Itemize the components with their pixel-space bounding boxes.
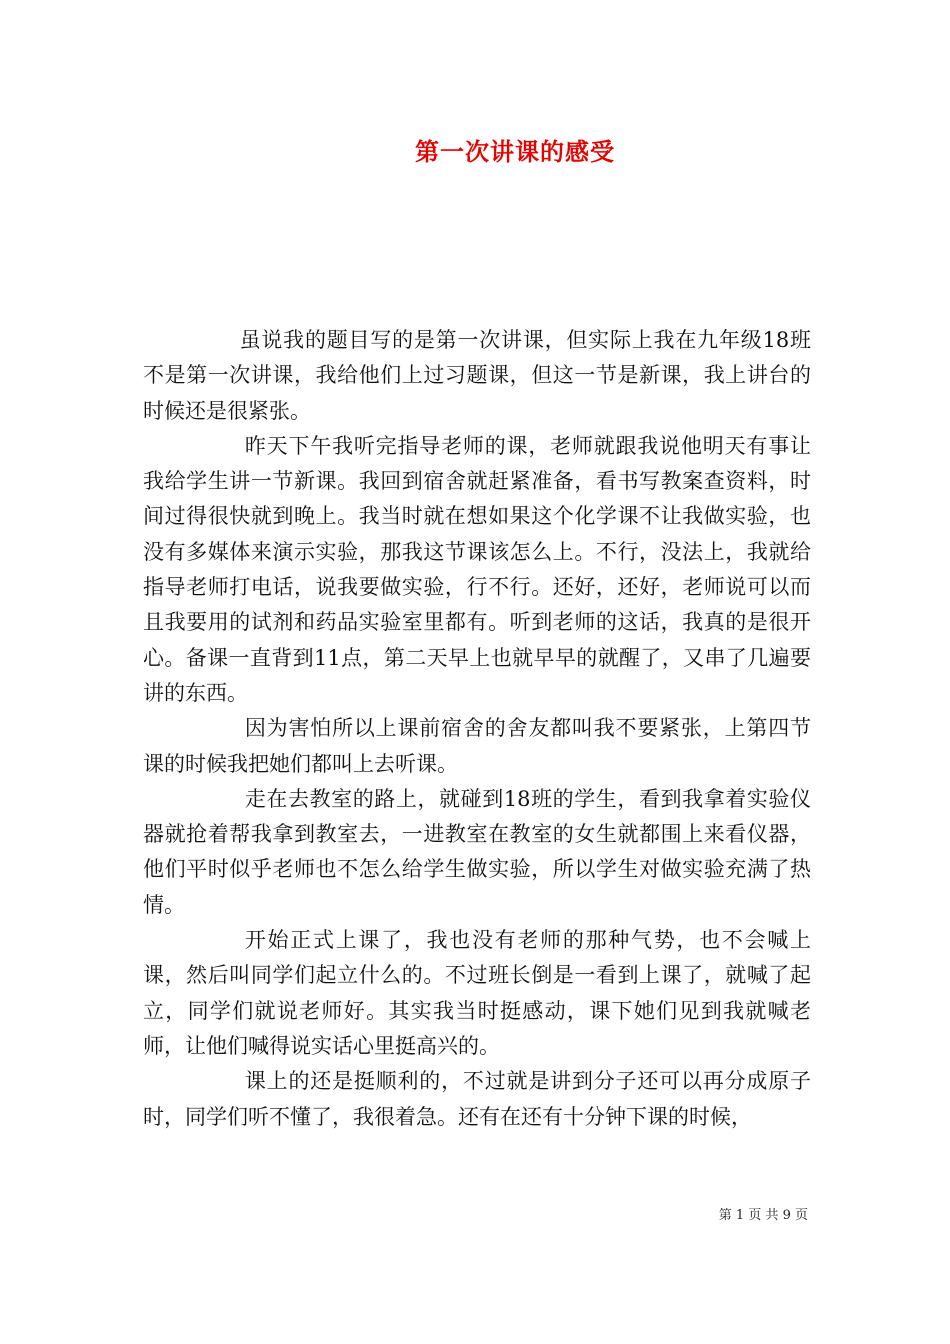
document-title: 第一次讲课的感受 bbox=[415, 137, 615, 166]
paragraph-4: 走在去教室的路上，就碰到18班的学生，看到我拿着实验仪器就抢着帮我拿到教室去，一进教室在教室的女生就都围上来看仪器，他们平时似乎老师也不怎么给学生做实验，所以学生对做实验充满了热情。 bbox=[143, 786, 811, 917]
page-number-footer: 第 1 页 共 9 页 bbox=[718, 1208, 808, 1223]
paragraph-1: 虽说我的题目写的是第一次讲课，但实际上我在九年级18班不是第一次讲课，我给他们上过习题课，但这一节是新课，我上讲台的时候还是很紧张。 bbox=[143, 328, 811, 423]
paragraph-6: 课上的还是挺顺利的，不过就是讲到分子还可以再分成原子时，同学们听不懂了，我很着急。还有在还有十分钟下课的时候， bbox=[143, 1069, 811, 1129]
paragraph-2: 昨天下午我听完指导老师的课，老师就跟我说他明天有事让我给学生讲一节新课。我回到宿舍就赶紧准备，看书写教案查资料，时间过得很快就到晚上。我当时就在想如果这个化学课不让我做实验，也没有多媒体来演示实验，那我这节课该怎么上。不行，没法上，我就给指导老师打电话，说我要做实验，行不行。还好，还好，老师说可以而且我要用的试剂和药品实验室里都有。听到老师的这话，我真的是很开心。备课一直背到11点，第二天早上也就早早的就醒了，又串了几遍要讲的东西。 bbox=[143, 433, 811, 705]
paragraph-5: 开始正式上课了，我也没有老师的那种气势，也不会喊上课，然后叫同学们起立什么的。不过班长倒是一看到上课了，就喊了起立，同学们就说老师好。其实我当时挺感动，课下她们见到我就喊老师，让他们喊得说实话心里挺高兴的。 bbox=[143, 928, 811, 1058]
document-body bbox=[143, 323, 811, 1135]
paragraph-3: 因为害怕所以上课前宿舍的舍友都叫我不要紧张，上第四节课的时候我把她们都叫上去听课。 bbox=[143, 716, 811, 776]
